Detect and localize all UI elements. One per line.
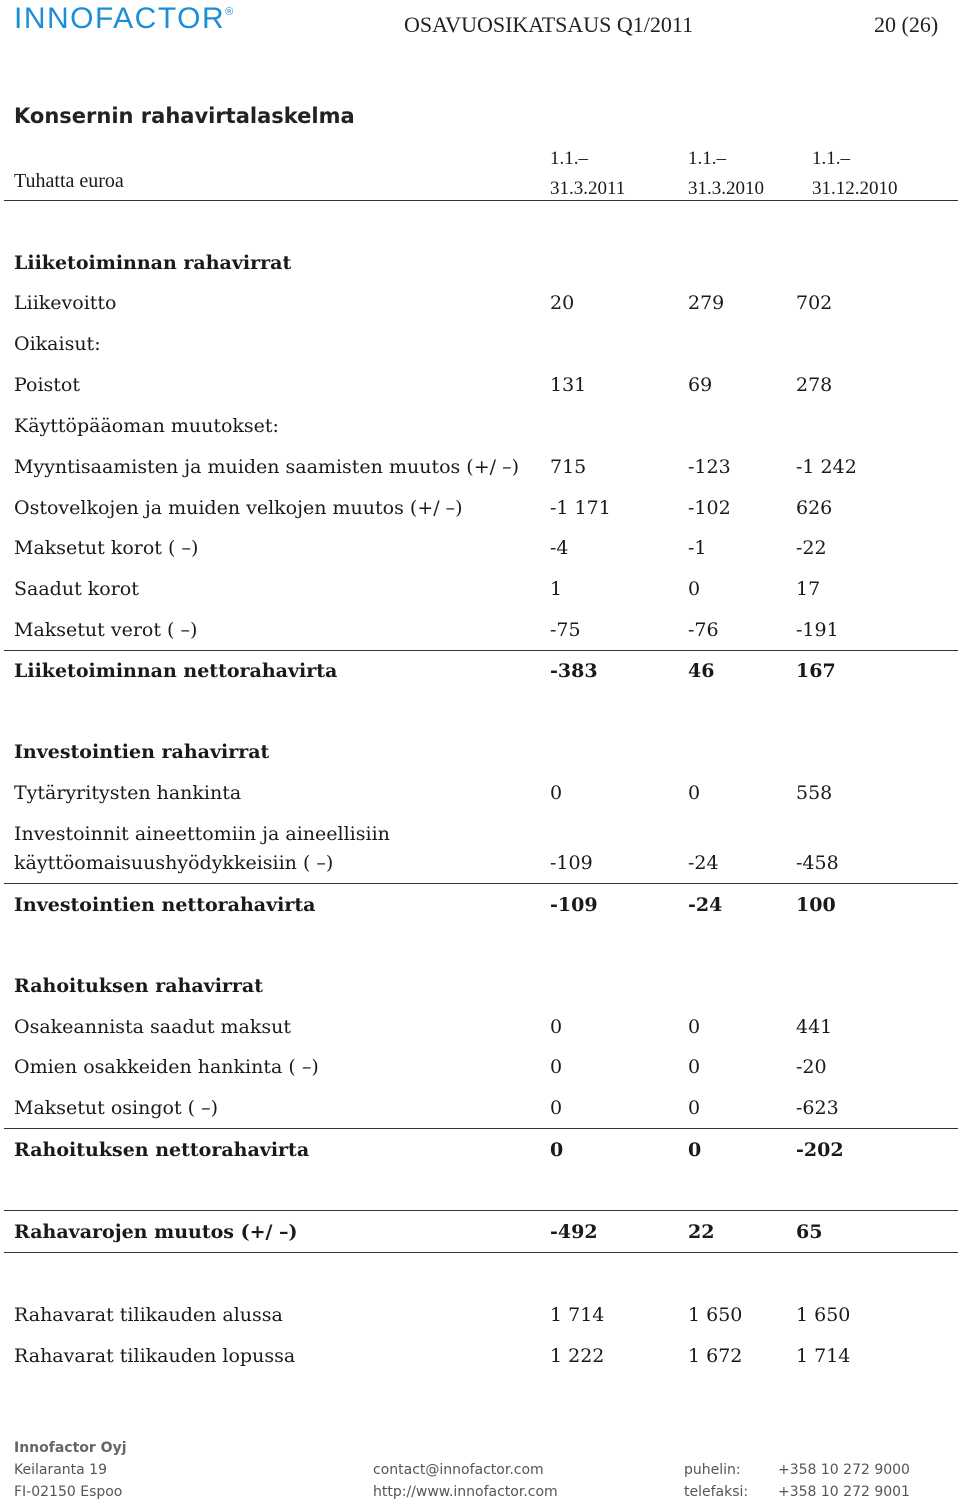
row-value-col3: -1 242 [796, 456, 857, 478]
row-label: Poistot [14, 374, 80, 396]
column-header-q1-2011 [550, 144, 625, 204]
row-value-col3: -623 [796, 1097, 839, 1119]
column-header-line2: 31.12.2010 [812, 178, 898, 199]
row-label: Liiketoiminnan rahavirrat [14, 252, 292, 274]
row-value-col1: -492 [550, 1221, 598, 1243]
row-value-col3: 100 [796, 894, 836, 916]
row-value-col1: -383 [550, 660, 598, 682]
row-value-col1: -4 [550, 537, 569, 559]
row-value-col3: -202 [796, 1139, 844, 1161]
column-header-line1: 1.1.– [688, 148, 726, 169]
footer-postal: FI-02150 Espoo [14, 1484, 123, 1500]
column-header-line2: 31.3.2011 [550, 178, 626, 199]
row-value-col3: 626 [796, 497, 833, 519]
document-title: OSAVUOSIKATSAUS Q1/2011 [404, 12, 694, 37]
row-value-col3: 167 [796, 660, 836, 682]
row-value-col2: -102 [688, 497, 731, 519]
row-value-col2: 1 650 [688, 1304, 743, 1326]
row-label: Maksetut osingot ( –) [14, 1097, 218, 1119]
row-value-col2: 0 [688, 782, 701, 804]
row-value-col2: -24 [688, 894, 723, 916]
header-divider [4, 200, 958, 201]
divider-cash-change-bottom [4, 1252, 958, 1253]
row-label: käyttöomaisuushyödykkeisiin ( –) [14, 852, 334, 874]
divider-investing-total [4, 883, 958, 884]
divider-operating-total [4, 650, 958, 651]
row-label: Oikaisut: [14, 333, 101, 355]
row-value-col1: 0 [550, 1139, 564, 1161]
row-value-col3: -20 [796, 1056, 827, 1078]
column-header-fy-2010 [812, 144, 898, 204]
row-value-col3: -191 [796, 619, 839, 641]
row-value-col1: 1 [550, 578, 563, 600]
company-logo [14, 2, 235, 36]
row-value-col1: 20 [550, 292, 575, 314]
row-value-col2: 0 [688, 1056, 701, 1078]
row-value-col3: 1 650 [796, 1304, 851, 1326]
footer-website[interactable]: http://www.innofactor.com [373, 1484, 558, 1500]
units-label: Tuhatta euroa [14, 170, 124, 192]
registered-mark: ® [225, 6, 235, 18]
row-value-col3: 65 [796, 1221, 823, 1243]
row-label: Omien osakkeiden hankinta ( –) [14, 1056, 319, 1078]
row-value-col3: 278 [796, 374, 833, 396]
row-value-col3: 558 [796, 782, 833, 804]
row-label: Myyntisaamisten ja muiden saamisten muutos (+/ –) [14, 456, 519, 478]
row-value-col2: 69 [688, 374, 713, 396]
logo-text: INNOFACTOR [14, 2, 226, 35]
column-header-line2: 31.3.2010 [688, 178, 764, 199]
row-value-col2: 22 [688, 1221, 715, 1243]
divider-cash-change [4, 1210, 958, 1211]
row-value-col1: -1 171 [550, 497, 611, 519]
row-label: Rahoituksen rahavirrat [14, 975, 264, 997]
row-value-col2: -123 [688, 456, 731, 478]
row-value-col1: 1 222 [550, 1345, 605, 1367]
row-label: Osakeannista saadut maksut [14, 1016, 292, 1038]
footer-phone-label: puhelin: [684, 1462, 741, 1478]
row-label: Liikevoitto [14, 292, 117, 314]
row-value-col1: -109 [550, 894, 598, 916]
row-value-col2: 0 [688, 578, 701, 600]
row-value-col3: 17 [796, 578, 821, 600]
row-value-col1: 0 [550, 1056, 563, 1078]
footer-fax: +358 10 272 9001 [778, 1484, 910, 1500]
row-value-col2: -76 [688, 619, 719, 641]
footer-street: Keilaranta 19 [14, 1462, 107, 1478]
row-value-col1: 0 [550, 1016, 563, 1038]
row-value-col1: -109 [550, 852, 593, 874]
row-value-col1: 1 714 [550, 1304, 605, 1326]
row-label: Investoinnit aineettomiin ja aineellisiin [14, 823, 390, 845]
row-value-col1: 0 [550, 1097, 563, 1119]
row-label: Rahavarat tilikauden lopussa [14, 1345, 296, 1367]
row-value-col2: 0 [688, 1016, 701, 1038]
row-value-col1: -75 [550, 619, 581, 641]
row-value-col2: 0 [688, 1139, 702, 1161]
row-label: Maksetut verot ( –) [14, 619, 198, 641]
row-value-col3: -458 [796, 852, 839, 874]
footer-phone: +358 10 272 9000 [778, 1462, 910, 1478]
column-header-line1: 1.1.– [550, 148, 588, 169]
column-header-line1: 1.1.– [812, 148, 850, 169]
footer-email[interactable]: contact@innofactor.com [373, 1462, 544, 1478]
row-label: Käyttöpääoman muutokset: [14, 415, 279, 437]
row-value-col1: 715 [550, 456, 587, 478]
row-label: Tytäryritysten hankinta [14, 782, 242, 804]
row-value-col2: 279 [688, 292, 725, 314]
row-value-col2: -1 [688, 537, 707, 559]
row-label: Investointien rahavirrat [14, 741, 270, 763]
divider-financing-total [4, 1128, 958, 1129]
row-label: Investointien nettorahavirta [14, 894, 316, 916]
statement-title: Konsernin rahavirtalaskelma [14, 104, 355, 128]
row-value-col3: 1 714 [796, 1345, 851, 1367]
row-label: Rahoituksen nettorahavirta [14, 1139, 310, 1161]
row-label: Rahavarojen muutos (+/ –) [14, 1221, 298, 1243]
row-value-col3: -22 [796, 537, 827, 559]
row-value-col3: 702 [796, 292, 833, 314]
page-number: 20 (26) [874, 12, 939, 37]
row-value-col1: 0 [550, 782, 563, 804]
footer-company: Innofactor Oyj [14, 1440, 127, 1456]
row-value-col1: 131 [550, 374, 587, 396]
footer-fax-label: telefaksi: [684, 1484, 749, 1500]
row-label: Ostovelkojen ja muiden velkojen muutos (+/ –) [14, 497, 463, 519]
row-label: Rahavarat tilikauden alussa [14, 1304, 283, 1326]
column-header-q1-2010 [688, 144, 764, 204]
row-value-col3: 441 [796, 1016, 833, 1038]
row-label: Saadut korot [14, 578, 139, 600]
row-value-col2: -24 [688, 852, 719, 874]
row-value-col2: 0 [688, 1097, 701, 1119]
row-label: Liiketoiminnan nettorahavirta [14, 660, 338, 682]
row-value-col2: 46 [688, 660, 715, 682]
row-value-col2: 1 672 [688, 1345, 743, 1367]
row-label: Maksetut korot ( –) [14, 537, 199, 559]
